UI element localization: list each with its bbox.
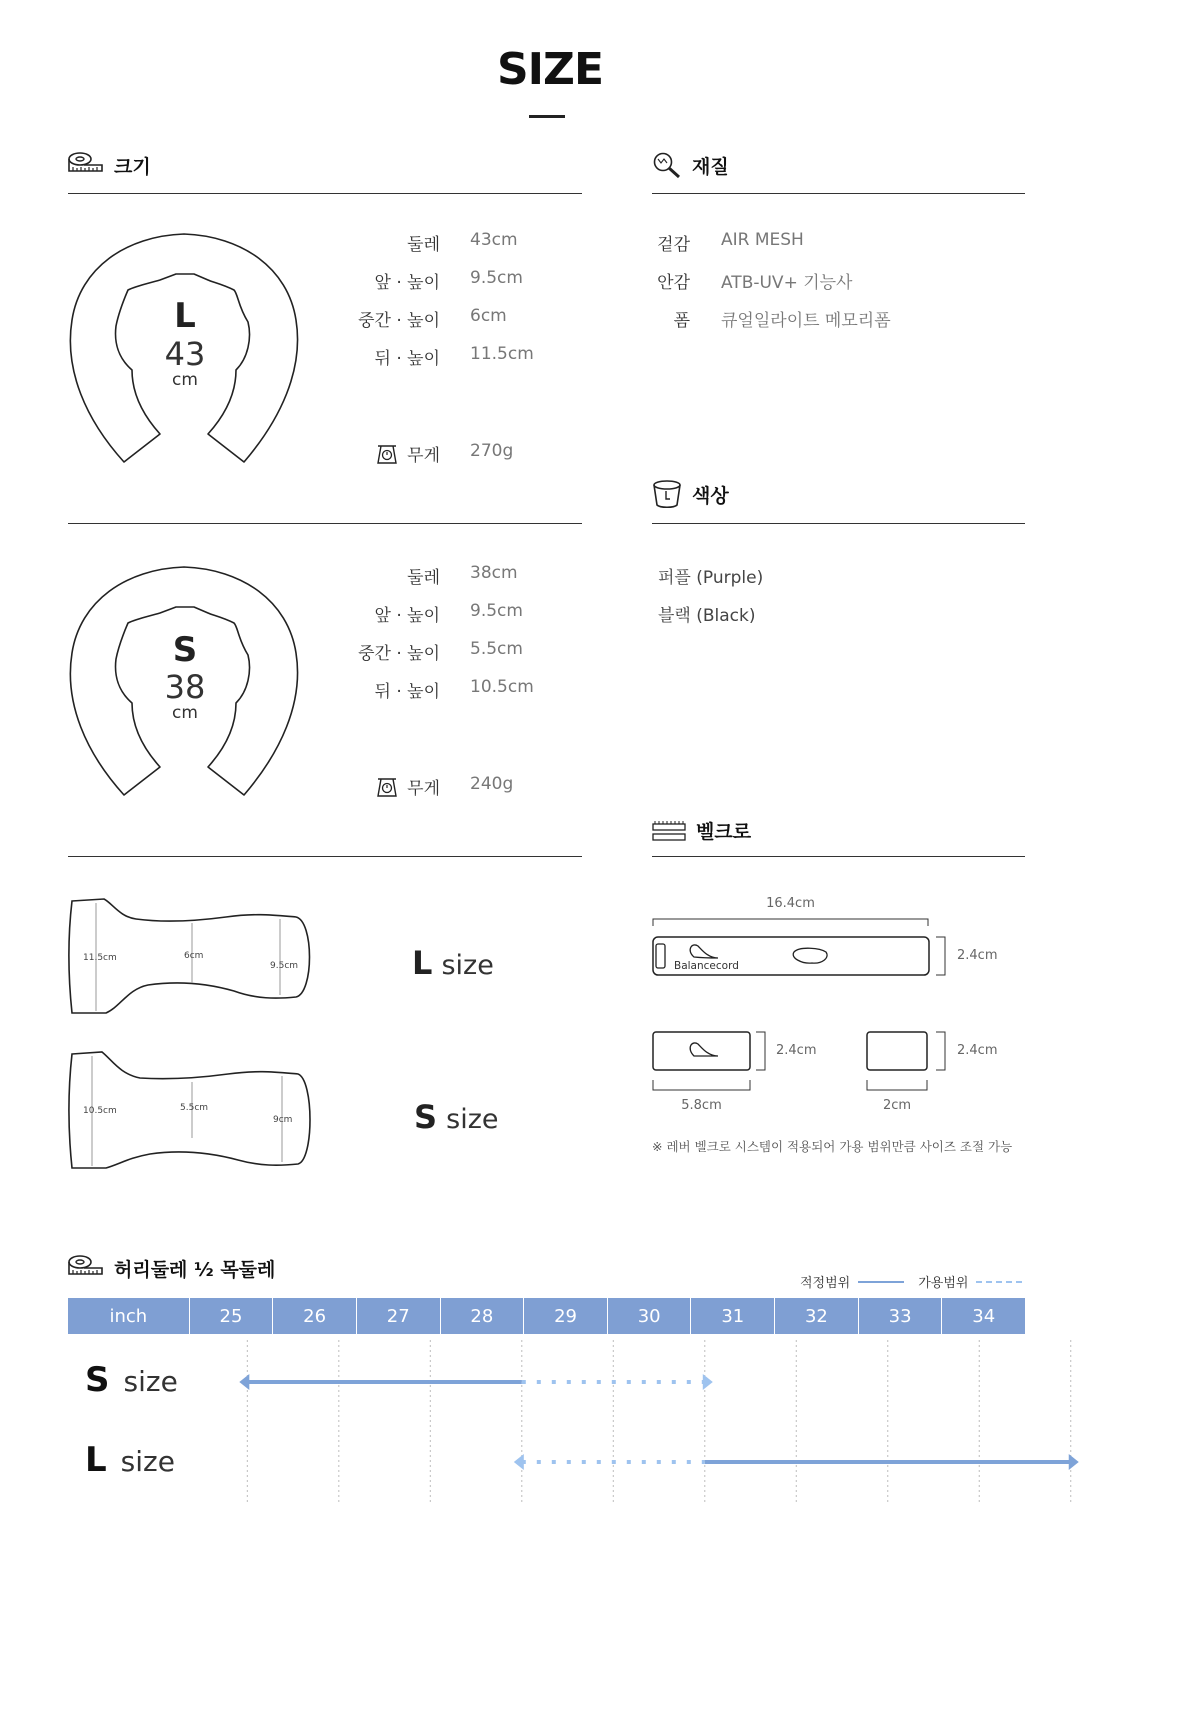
- l-front-height: 9.5cm: [270, 961, 299, 971]
- piece-a-height: 2.4cm: [776, 1043, 817, 1058]
- size-table-header: [68, 1298, 1025, 1334]
- size-letter: S: [85, 1360, 110, 1400]
- size-word: size: [120, 1445, 175, 1478]
- weight-value: 270g: [470, 441, 514, 461]
- legend-fit-line: [858, 1281, 904, 1283]
- material-row: [652, 230, 1022, 260]
- size-word: size: [446, 1104, 499, 1135]
- material-value: AIR MESH: [721, 230, 804, 250]
- s-front-height: 9cm: [273, 1115, 293, 1125]
- size-word: size: [441, 950, 494, 981]
- column-header: 31: [691, 1298, 775, 1334]
- magnifier-icon: [652, 151, 682, 179]
- column-header: 26: [273, 1298, 357, 1334]
- spec-label: 앞 · 높이: [374, 606, 440, 626]
- column-header: 28: [441, 1298, 525, 1334]
- column-header: 27: [357, 1298, 441, 1334]
- s-spec-row: [330, 563, 580, 593]
- l-spec-row: [330, 268, 580, 298]
- size-word: size: [123, 1365, 178, 1398]
- spec-label: 중간 · 높이: [358, 311, 440, 331]
- legend-usable-line: [976, 1281, 1022, 1283]
- spec-label: 중간 · 높이: [358, 644, 440, 664]
- title-underline: [529, 115, 565, 118]
- l-size-number: 43: [164, 335, 206, 373]
- piece-b-width: 2cm: [882, 1098, 912, 1113]
- weight-value: 240g: [470, 774, 514, 794]
- l-weight-row: [330, 441, 580, 471]
- paint-bucket-icon: [652, 479, 682, 509]
- spec-value: 43cm: [470, 230, 518, 250]
- color-section-header: [652, 479, 729, 509]
- spec-value: 10.5cm: [470, 677, 534, 697]
- material-label: 겉감: [657, 235, 690, 255]
- column-header: 30: [608, 1298, 692, 1334]
- material-section-rule: [652, 193, 1025, 194]
- l-spec-row: [330, 344, 580, 374]
- material-section-header: [652, 151, 729, 179]
- divider: [68, 856, 582, 857]
- column-header: 34: [972, 1305, 996, 1327]
- spec-label: 앞 · 높이: [374, 273, 440, 293]
- tape-measure-icon: [68, 1254, 104, 1282]
- weight-label: 무게: [407, 779, 440, 799]
- size-section-rule: [68, 193, 582, 194]
- l-spec-row: [330, 306, 580, 336]
- spec-label: 뒤 · 높이: [374, 349, 440, 369]
- range-end-arrow: [703, 1374, 713, 1390]
- waist-section-title: 허리둘레 ½ 목둘레: [114, 1258, 276, 1281]
- l-size-letter: L: [174, 296, 196, 336]
- l-spec-row: [330, 230, 580, 260]
- range-end-arrow: [1069, 1454, 1079, 1470]
- legend-usable-label: 가용범위: [918, 1276, 969, 1291]
- s-spec-row: [330, 639, 580, 669]
- column-header: 29: [524, 1298, 608, 1334]
- piece-b-height: 2.4cm: [957, 1043, 998, 1058]
- spec-value: 9.5cm: [470, 601, 523, 621]
- s-spec-row: [330, 677, 580, 707]
- divider: [68, 523, 582, 524]
- unit-header: inch: [68, 1298, 190, 1334]
- velcro-section-header: [652, 817, 751, 844]
- size-letter: L: [85, 1440, 107, 1480]
- velcro-long-height: 2.4cm: [957, 948, 998, 963]
- size-section-title: 크기: [114, 155, 151, 178]
- range-start-arrow: [239, 1374, 249, 1390]
- spec-label: 둘레: [407, 235, 440, 255]
- material-section-title: 재질: [692, 155, 729, 178]
- l-size-unit: cm: [172, 370, 198, 390]
- spec-value: 5.5cm: [470, 639, 523, 659]
- l-size-label: [412, 944, 494, 982]
- color-section-title: 색상: [692, 484, 729, 507]
- velcro-piece-a: [652, 1030, 772, 1096]
- size-range-chart: [0, 1334, 1100, 1506]
- s-spec-row: [330, 601, 580, 631]
- spec-value: 11.5cm: [470, 344, 534, 364]
- l-middle-height: 6cm: [184, 951, 204, 961]
- weight-label: 무게: [407, 446, 440, 466]
- color-section-rule: [652, 523, 1025, 524]
- velcro-note: ※ 레버 벨크로 시스템이 적용되어 가용 범위만큼 사이즈 조절 가능: [652, 1139, 1013, 1154]
- chart-legend: [800, 1272, 1022, 1291]
- spec-value: 6cm: [470, 306, 507, 326]
- brand-name: Balancecord: [674, 960, 739, 972]
- color-option: 퍼플 (Purple): [658, 568, 764, 588]
- s-size-unit: cm: [172, 703, 198, 723]
- range-start-arrow: [514, 1454, 524, 1470]
- velcro-piece-b: [866, 1030, 956, 1096]
- material-label: 안감: [657, 273, 690, 293]
- velcro-long-width: 16.4cm: [766, 896, 815, 911]
- s-size-label: [414, 1098, 499, 1136]
- size-letter: S: [414, 1098, 438, 1136]
- velcro-strip-icon: [652, 820, 686, 842]
- spec-label: 뒤 · 높이: [374, 682, 440, 702]
- size-letter: L: [412, 944, 433, 982]
- velcro-section-rule: [652, 856, 1025, 857]
- color-option: 블랙 (Black): [658, 606, 756, 626]
- waist-section-header: [68, 1254, 275, 1282]
- column-header: 25: [190, 1298, 274, 1334]
- s-middle-height: 5.5cm: [180, 1103, 209, 1113]
- material-row: [652, 268, 1022, 298]
- legend-fit-label: 적정범위: [800, 1276, 851, 1291]
- spec-value: 9.5cm: [470, 268, 523, 288]
- spec-value: 38cm: [470, 563, 518, 583]
- s-size-number: 38: [164, 668, 206, 706]
- spec-label: 둘레: [407, 568, 440, 588]
- material-value: 큐얼일라이트 메모리폼: [721, 311, 891, 331]
- l-back-height: 11.5cm: [83, 953, 117, 963]
- material-row: [652, 306, 1022, 336]
- s-weight-row: [330, 774, 580, 804]
- piece-a-width: 5.8cm: [681, 1098, 722, 1113]
- size-section-header: [68, 151, 151, 179]
- material-value: ATB-UV+ 기능사: [721, 273, 853, 293]
- tape-measure-icon: [68, 151, 104, 179]
- material-label: 폼: [673, 311, 690, 331]
- s-back-height: 10.5cm: [83, 1106, 117, 1116]
- s-size-letter: S: [172, 630, 198, 670]
- page-title: SIZE: [496, 44, 604, 95]
- column-header: 32: [775, 1298, 859, 1334]
- column-header: 33: [859, 1298, 943, 1334]
- velcro-section-title: 벨크로: [696, 821, 752, 843]
